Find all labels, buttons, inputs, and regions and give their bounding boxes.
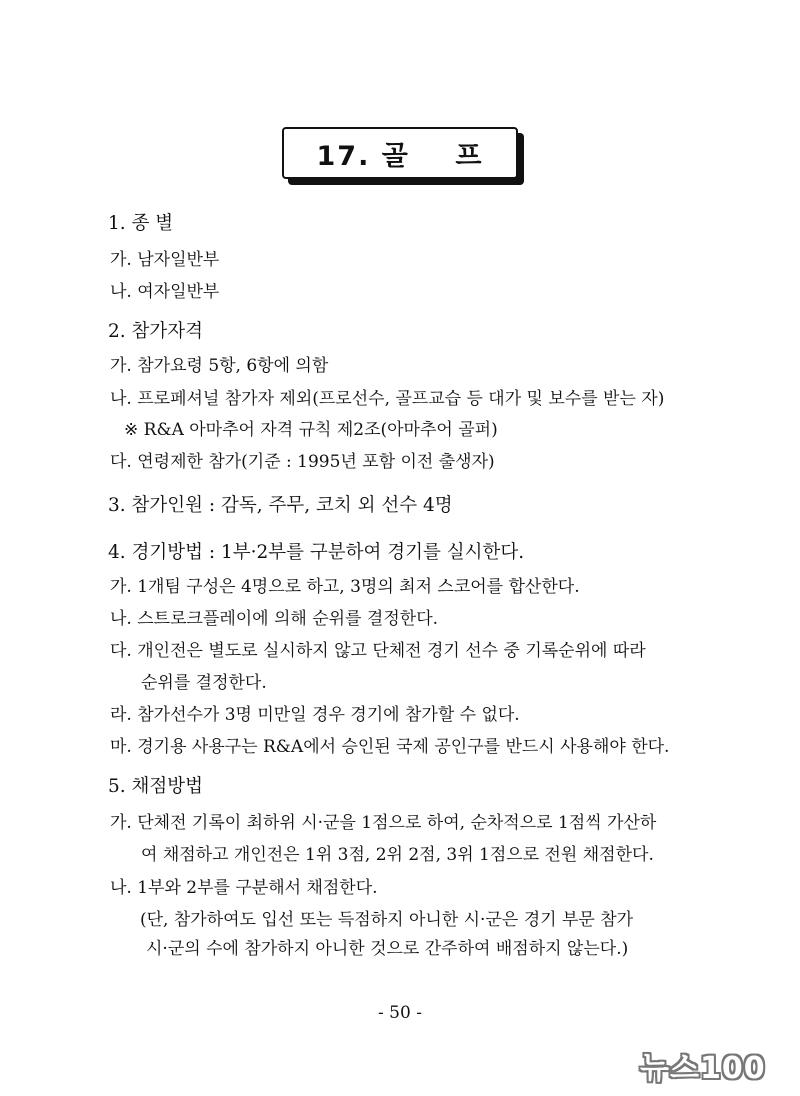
item-2-na: 나. 프로페셔널 참가자 제외(프로선수, 골프교습 등 대가 및 보수를 받는 자) <box>110 389 665 409</box>
section-title-box <box>282 127 518 179</box>
item-4-na: 나. 스트로크플레이에 의해 순위를 결정한다. <box>110 609 439 629</box>
item-2-note: ※ R&A 아마추어 자격 규칙 제2조(아마추어 골퍼) <box>124 420 498 440</box>
page-title: 17. 골 프 <box>316 140 484 172</box>
item-1-na: 나. 여자일반부 <box>110 282 220 302</box>
item-5-ga: 가. 단체전 기록이 최하위 시·군을 1점으로 하여, 순차적으로 1점씩 가산하 <box>110 813 657 833</box>
item-2-da: 다. 연령제한 참가(기준 : 1995년 포함 이전 출생자) <box>110 452 495 472</box>
news-watermark-logo: 뉴스100 <box>640 1051 766 1086</box>
item-4-ra: 라. 참가선수가 3명 미만일 경우 경기에 참가할 수 없다. <box>110 705 520 725</box>
heading-4: 4. 경기방법 : 1부·2부를 구분하여 경기를 실시한다. <box>108 542 525 563</box>
item-4-da-cont: 순위를 결정한다. <box>141 673 267 693</box>
item-4-ma: 마. 경기용 사용구는 R&A에서 승인된 국제 공인구를 반드시 사용해야 한다. <box>110 737 670 757</box>
heading-3: 3. 참가인원 : 감독, 주무, 코치 외 선수 4명 <box>108 495 453 516</box>
item-4-da: 다. 개인전은 별도로 실시하지 않고 단체전 경기 선수 중 기록순위에 따라 <box>110 641 646 661</box>
item-5-note-2: 시·군의 수에 참가하지 아니한 것으로 간주하여 배점하지 않는다.) <box>146 939 629 959</box>
item-5-ga-cont: 여 채점하고 개인전은 1위 3점, 2위 2점, 3위 1점으로 전원 채점한다. <box>141 845 654 865</box>
heading-5: 5. 채점방법 <box>108 776 204 797</box>
item-5-note-1: (단, 참가하여도 입선 또는 득점하지 아니한 시·군은 경기 부문 참가 <box>140 910 634 930</box>
heading-1: 1. 종 별 <box>108 213 174 234</box>
item-5-na: 나. 1부와 2부를 구분해서 채점한다. <box>110 878 378 898</box>
heading-2: 2. 참가자격 <box>108 321 204 342</box>
item-2-ga: 가. 참가요령 5항, 6항에 의함 <box>110 356 329 376</box>
page-number: - 50 - <box>378 1003 422 1023</box>
item-4-ga: 가. 1개팀 구성은 4명으로 하고, 3명의 최저 스코어를 합산한다. <box>110 577 580 597</box>
item-1-ga: 가. 남자일반부 <box>110 250 220 270</box>
